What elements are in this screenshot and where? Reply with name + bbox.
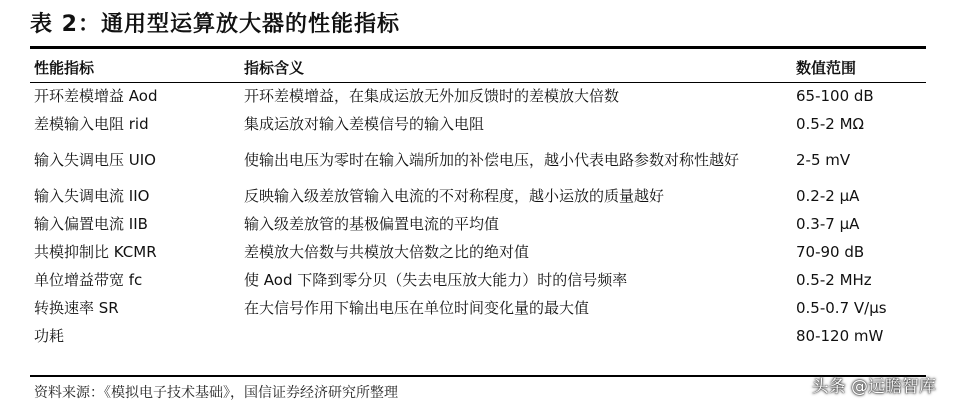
row-meaning: 开环差模增益，在集成运放无外加反馈时的差模放大倍数 <box>244 86 620 105</box>
source-note: 资料来源：《模拟电子技术基础》，国信证券经济研究所整理 <box>34 385 398 401</box>
row-range: 0.3-7 μA <box>796 214 860 233</box>
row-meaning: 输入级差放管的基极偏置电流的平均值 <box>244 214 500 233</box>
table-row <box>30 210 934 238</box>
row-metric: 转换速率 SR <box>34 298 119 317</box>
header-range: 数值范围 <box>796 58 857 77</box>
row-meaning: 集成运放对输入差模信号的输入电阻 <box>244 114 485 133</box>
table-row <box>30 266 934 294</box>
row-range: 65-100 dB <box>796 86 874 105</box>
row-range: 0.2-2 μA <box>796 186 860 205</box>
row-meaning: 使输出电压为零时在输入端所加的补偿电压，越小代表电路参数对称性越好 <box>244 150 740 169</box>
row-range: 0.5-2 MHz <box>796 270 872 289</box>
row-metric: 输入失调电流 IIO <box>34 186 150 205</box>
row-range: 0.5-0.7 V/μs <box>796 298 887 317</box>
row-meaning <box>240 322 792 350</box>
table-row <box>30 294 934 322</box>
table-row <box>30 322 934 350</box>
table-row <box>30 238 934 266</box>
table-row <box>30 82 934 110</box>
row-meaning: 在大信号作用下输出电压在单位时间变化量的最大值 <box>244 298 590 317</box>
spec-table <box>30 52 934 350</box>
row-metric: 输入失调电压 UIO <box>34 150 156 169</box>
row-meaning: 差模放大倍数与共模放大倍数之比的绝对值 <box>244 242 530 261</box>
table-row <box>30 182 934 210</box>
header-metric: 性能指标 <box>34 58 95 77</box>
row-meaning: 反映输入级差放管输入电流的不对称程度，越小运放的质量越好 <box>244 186 665 205</box>
row-range: 2-5 mV <box>796 150 851 169</box>
header-row <box>30 52 934 82</box>
row-metric: 开环差模增益 Aod <box>34 86 158 105</box>
row-range: 70-90 dB <box>796 242 865 261</box>
row-metric: 功耗 <box>34 326 65 345</box>
row-range: 80-120 mW <box>796 326 884 345</box>
row-metric: 共模抑制比 KCMR <box>34 242 157 261</box>
row-metric: 单位增益带宽 fc <box>34 270 143 289</box>
row-metric: 差模输入电阻 rid <box>34 114 149 133</box>
header-meaning: 指标含义 <box>244 58 305 77</box>
top-rule <box>30 46 926 49</box>
row-meaning: 使 Aod 下降到零分贝（失去电压放大能力）时的信号频率 <box>244 270 628 289</box>
table-row <box>30 138 934 182</box>
watermark: 头条 @远瞻智库 <box>811 377 936 397</box>
bottom-rule <box>30 375 926 377</box>
row-range: 0.5-2 MΩ <box>796 114 864 133</box>
row-metric: 输入偏置电流 IIB <box>34 214 148 233</box>
table-row <box>30 110 934 138</box>
table-title: 表 2：通用型运算放大器的性能指标 <box>30 12 400 37</box>
